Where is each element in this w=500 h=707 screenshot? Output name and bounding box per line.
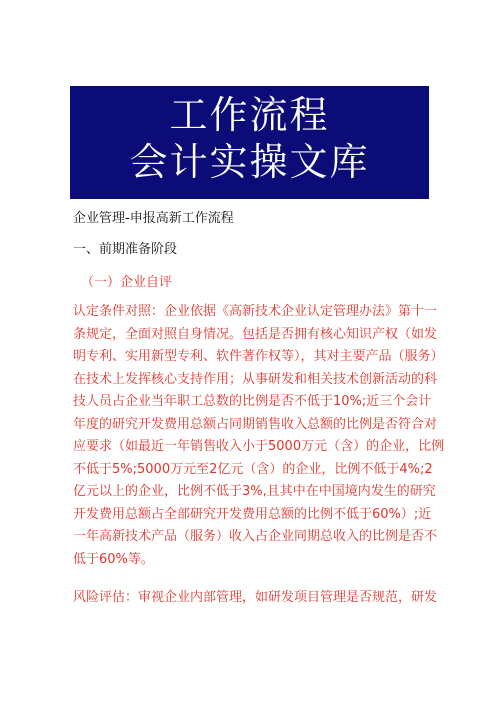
title-banner [70, 86, 429, 199]
paragraph-line: 低于60%等。 [73, 551, 154, 567]
paragraph-line: 应要求（如最近一年销售收入小于5000万元（含）的企业，比例 [73, 439, 445, 454]
paragraph-line: 年度的研究开发费用总额占同期销售收入总额的比例是否符合对 [73, 416, 438, 432]
paragraph-line: 认定条件对照：企业依据《高新技术企业认定管理办法》第十一 [73, 304, 438, 319]
paragraph-line: 在技术上发挥核心支持作用；从事研发和相关技术创新活动的科 [73, 371, 438, 387]
paragraph-line: 风险评估：审视企业内部管理，如研发项目管理是否规范，研发 [73, 590, 438, 605]
section-heading: 一、前期准备阶段 [73, 242, 178, 257]
paragraph-line: 技人员占企业当年职工总数的比例是否不低于10%;近三个会计 [73, 394, 432, 409]
paragraph-line: 开发费用总额占全部研究开发费用总额的比例不低于60%）;近 [73, 506, 432, 522]
paragraph-line: 条规定，全面对照自身情况。包括是否拥有核心知识产权（如发 [73, 326, 438, 342]
banner-title-line-2: 会计实操文库 [129, 140, 370, 184]
paragraph-line: 亿元以上的企业，比例不低于3%,且其中在中国境内发生的研究 [73, 484, 436, 499]
document-body [73, 208, 445, 610]
paragraph-line: 不低于5%;5000万元至2亿元（含）的企业，比例不低于4%;2 [73, 461, 433, 477]
paragraph-line: 一年高新技术产品（服务）收入占企业同期总收入的比例是否不 [73, 529, 438, 544]
paragraph-line: 明专利、实用新型专利、软件著作权等），其对主要产品（服务） [73, 349, 444, 364]
paragraph-spacer [73, 571, 433, 587]
banner-title-line-1: 工作流程 [169, 93, 330, 137]
paragraph-criteria [73, 301, 445, 571]
subsection-heading: （一）企业自评 [81, 275, 173, 290]
document-heading: 企业管理-申报高新工作流程 [73, 211, 234, 226]
paragraph-risk [73, 587, 438, 610]
